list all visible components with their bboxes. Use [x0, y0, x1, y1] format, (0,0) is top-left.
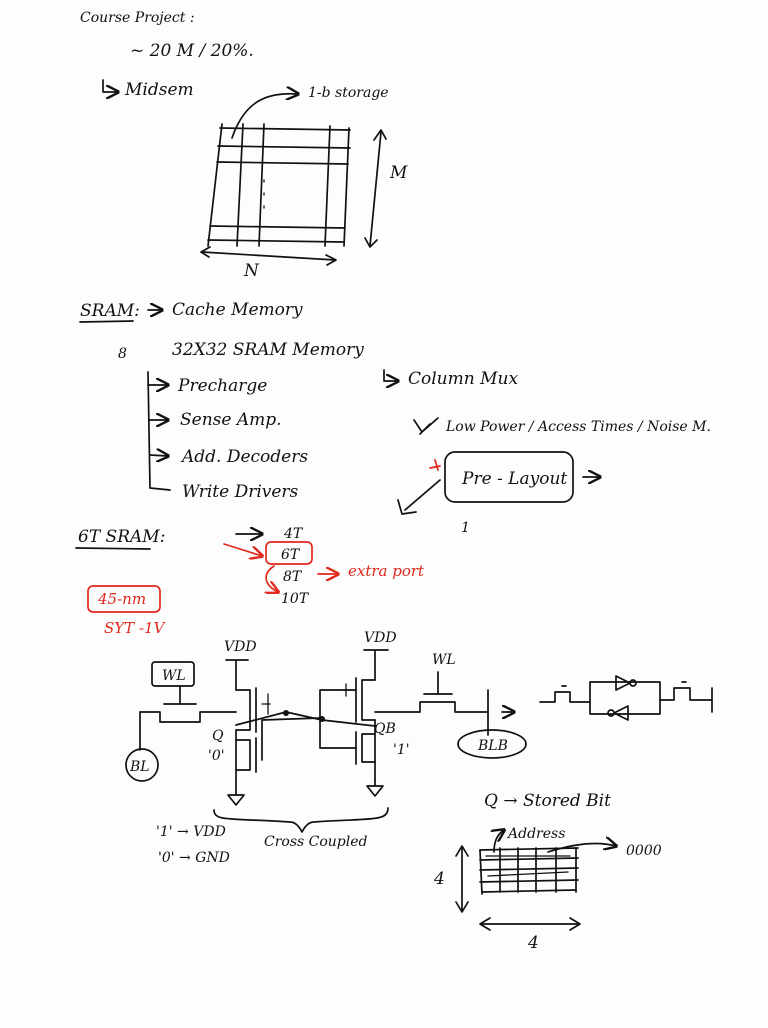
- marks-text: ~ 20 M / 20%.: [130, 41, 254, 61]
- option-6t: 6T: [281, 547, 300, 563]
- sram-6t-circuit: [126, 630, 712, 805]
- vdd-right-label: VDD: [364, 630, 397, 646]
- block-write-drivers: Write Drivers: [182, 482, 299, 502]
- cache-memory-text: Cache Memory: [172, 300, 303, 320]
- red-tick: [430, 460, 440, 470]
- bl-label: BL: [130, 759, 150, 775]
- tech-node-text: 45-nm: [98, 590, 147, 608]
- bullet-mark: 8: [118, 346, 127, 362]
- column-mux-text: Column Mux: [408, 369, 519, 389]
- q-label: Q: [212, 728, 224, 744]
- qb-label: QB: [374, 721, 396, 737]
- option-8t: 8T: [283, 569, 302, 585]
- blocks-bracket: [148, 372, 170, 490]
- midsem-text: Midsem: [125, 80, 194, 100]
- sixt-heading: 6T SRAM:: [78, 527, 166, 547]
- zero-gnd-map: '0' → GND: [158, 850, 230, 866]
- storage-label: 1-b storage: [308, 85, 389, 101]
- address-grid: [480, 848, 578, 894]
- check-arrow: [414, 418, 438, 434]
- sram-heading: SRAM:: [80, 301, 140, 321]
- pre-layout-text: Pre - Layout: [462, 469, 568, 489]
- cross-coupled-brace: [214, 808, 388, 832]
- grid-cols-label: 4: [528, 933, 539, 953]
- corner-text: SYT -1V: [104, 619, 165, 637]
- n-label: N: [244, 261, 259, 281]
- cross-coupled-text: Cross Coupled: [264, 834, 368, 850]
- m-dimension-arrow: [370, 132, 381, 246]
- qb-value: '1': [393, 742, 410, 758]
- vdd-left-label: VDD: [224, 639, 257, 655]
- address-label: Address: [508, 826, 566, 842]
- midsem-arrow: [103, 80, 118, 92]
- address-value: 0000: [626, 843, 662, 859]
- n-dimension-arrow: [202, 252, 335, 260]
- stored-bit-text: Q → Stored Bit: [484, 791, 611, 811]
- blb-label: BLB: [478, 738, 508, 754]
- down-left-arrow: [405, 480, 440, 510]
- wl-left-label: WL: [162, 668, 186, 684]
- memory-title: 32X32 SRAM Memory: [172, 340, 364, 360]
- block-address-decoders: Add. Decoders: [182, 447, 309, 467]
- option-4t: 4T: [284, 526, 303, 542]
- wl-right-label: WL: [432, 652, 456, 668]
- extra-port-text: extra port: [348, 562, 425, 580]
- q-value: '0': [208, 748, 225, 764]
- course-project-heading: Course Project :: [80, 10, 195, 26]
- option-10t: 10T: [281, 591, 309, 607]
- grid-rows-label: 4: [434, 869, 445, 889]
- memory-array-grid: [208, 124, 350, 246]
- one-vdd-map: '1' → VDD: [156, 824, 226, 840]
- tick-mark: 1: [461, 520, 470, 536]
- m-label: M: [390, 163, 408, 183]
- block-sense-amp: Sense Amp.: [180, 410, 282, 430]
- metrics-text: Low Power / Access Times / Noise M.: [446, 419, 711, 435]
- block-precharge: Precharge: [178, 376, 268, 396]
